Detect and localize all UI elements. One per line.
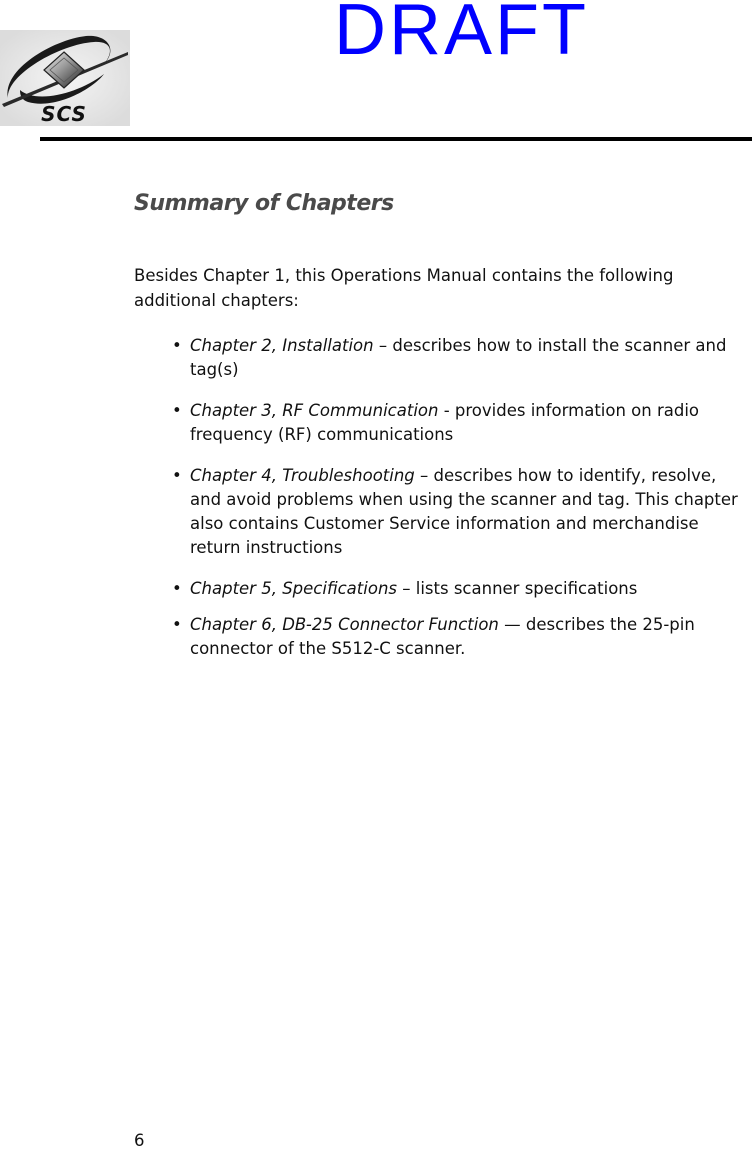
chapter-description: describes the 25-pin connector of the S512-C scanner.	[190, 615, 695, 658]
chapter-description: provides information on radio frequency (RF) communications	[190, 401, 700, 444]
header-rule	[40, 137, 752, 141]
chapter-title: Chapter 4, Troubleshooting	[190, 466, 415, 485]
chapter-title: Chapter 2, Installation	[190, 336, 374, 355]
bullet-icon: •	[172, 401, 182, 420]
chapter-title: Chapter 6, DB-25 Connector Function	[190, 615, 499, 634]
scs-logo	[0, 30, 130, 126]
chapter-separator: –	[414, 466, 434, 485]
chapter-item	[172, 613, 742, 661]
chapter-item	[172, 577, 742, 601]
bullet-icon: •	[172, 466, 182, 485]
chapter-separator: —	[498, 615, 526, 634]
bullet-icon: •	[172, 336, 182, 355]
page-number: 6	[134, 1131, 145, 1150]
bullet-icon: •	[172, 615, 182, 634]
chapter-separator: –	[397, 579, 416, 598]
chapter-description: lists scanner specifications	[415, 579, 638, 598]
chapter-item	[172, 464, 742, 560]
chapter-description: describes how to install the scanner and tag(s)	[190, 336, 727, 379]
svg-text:SCS: SCS	[41, 102, 87, 126]
chapter-list	[172, 334, 742, 678]
bullet-icon: •	[172, 579, 182, 598]
section-heading: Summary of Chapters	[134, 191, 394, 216]
chapter-separator: -	[438, 401, 455, 420]
chapter-item	[172, 334, 742, 382]
chapter-separator: –	[373, 336, 393, 355]
intro-paragraph: Besides Chapter 1, this Operations Manual contains the following additional chapters:	[134, 266, 674, 310]
chapter-title: Chapter 5, Specifications	[190, 579, 397, 598]
chapter-description: describes how to identify, resolve, and avoid problems when using the scanner and tag. This chapter also contains Customer Service information and merchandise return instructions	[190, 466, 738, 557]
chapter-item	[172, 399, 742, 447]
chapter-title: Chapter 3, RF Communication	[190, 401, 439, 420]
draft-watermark: DRAFT	[334, 0, 589, 70]
